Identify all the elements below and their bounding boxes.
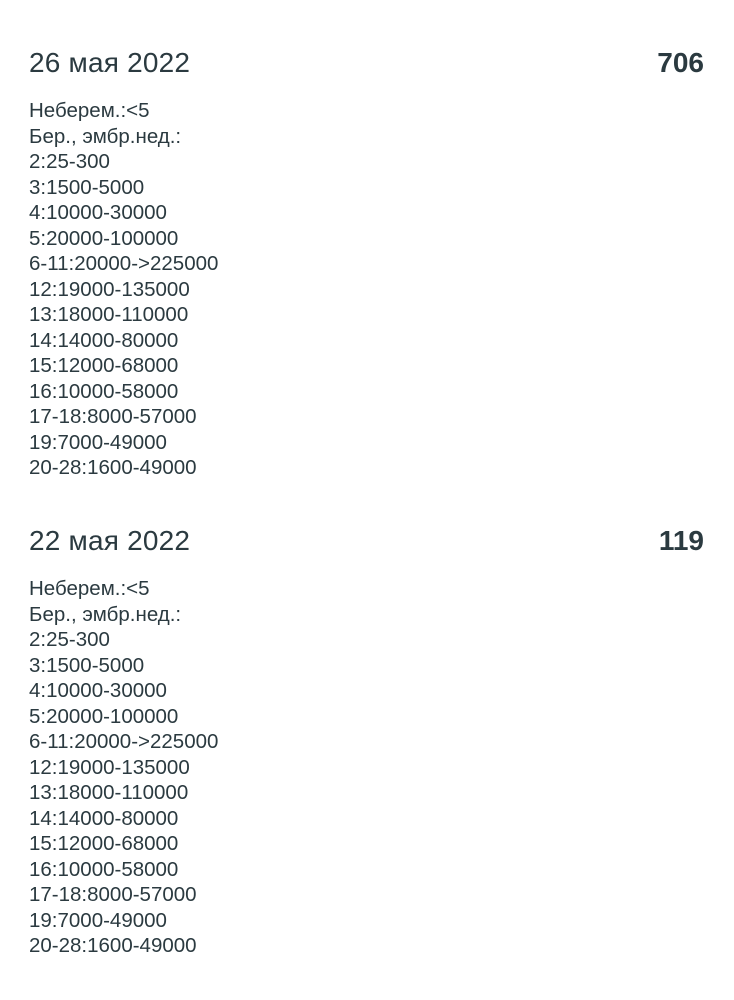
- reference-line: 16:10000-58000: [29, 857, 179, 881]
- reference-line: 12:19000-135000: [29, 277, 190, 301]
- reference-line: 17-18:8000-57000: [29, 883, 197, 906]
- reference-line: 16:10000-58000: [29, 379, 179, 403]
- reference-line: Бер., эмбр.нед.:: [29, 602, 182, 626]
- reference-line: 2:25-300: [29, 150, 110, 173]
- reference-line: 5:20000-100000: [29, 226, 179, 250]
- reference-line: 19:7000-49000: [29, 908, 167, 932]
- reference-line: 12:19000-135000: [29, 755, 190, 779]
- reference-line: 2:25-300: [29, 628, 110, 651]
- reference-ranges-list: [29, 576, 704, 959]
- reference-line: 15:12000-68000: [29, 354, 179, 377]
- reference-line: 15:12000-68000: [29, 832, 179, 855]
- record-date: 22 мая 2022: [29, 525, 191, 556]
- reference-line: Неберем.:<5: [29, 99, 150, 122]
- reference-line: 14:14000-80000: [29, 328, 179, 352]
- reference-line: 3:1500-5000: [29, 175, 145, 199]
- reference-line: 4:10000-30000: [29, 679, 167, 702]
- lab-result-record[interactable]: [29, 520, 704, 959]
- record-date: 26 мая 2022: [29, 47, 191, 78]
- record-header: [29, 42, 704, 84]
- reference-line: 13:18000-110000: [29, 781, 189, 804]
- lab-result-record[interactable]: [29, 42, 704, 481]
- reference-line: Неберем.:<5: [29, 577, 150, 600]
- reference-line: 20-28:1600-49000: [29, 934, 197, 957]
- record-value: 706: [657, 47, 704, 78]
- reference-line: 19:7000-49000: [29, 430, 167, 454]
- reference-line: 4:10000-30000: [29, 201, 167, 224]
- record-header: [29, 520, 704, 562]
- record-value: 119: [658, 525, 704, 556]
- reference-line: 5:20000-100000: [29, 704, 179, 728]
- reference-line: 14:14000-80000: [29, 806, 179, 830]
- reference-line: 20-28:1600-49000: [29, 456, 197, 479]
- reference-line: 3:1500-5000: [29, 653, 145, 677]
- reference-line: 6-11:20000->225000: [29, 252, 219, 275]
- reference-line: 13:18000-110000: [29, 303, 189, 326]
- reference-line: 6-11:20000->225000: [29, 730, 219, 753]
- reference-ranges-list: [29, 98, 704, 481]
- reference-line: Бер., эмбр.нед.:: [29, 124, 182, 148]
- reference-line: 17-18:8000-57000: [29, 405, 197, 428]
